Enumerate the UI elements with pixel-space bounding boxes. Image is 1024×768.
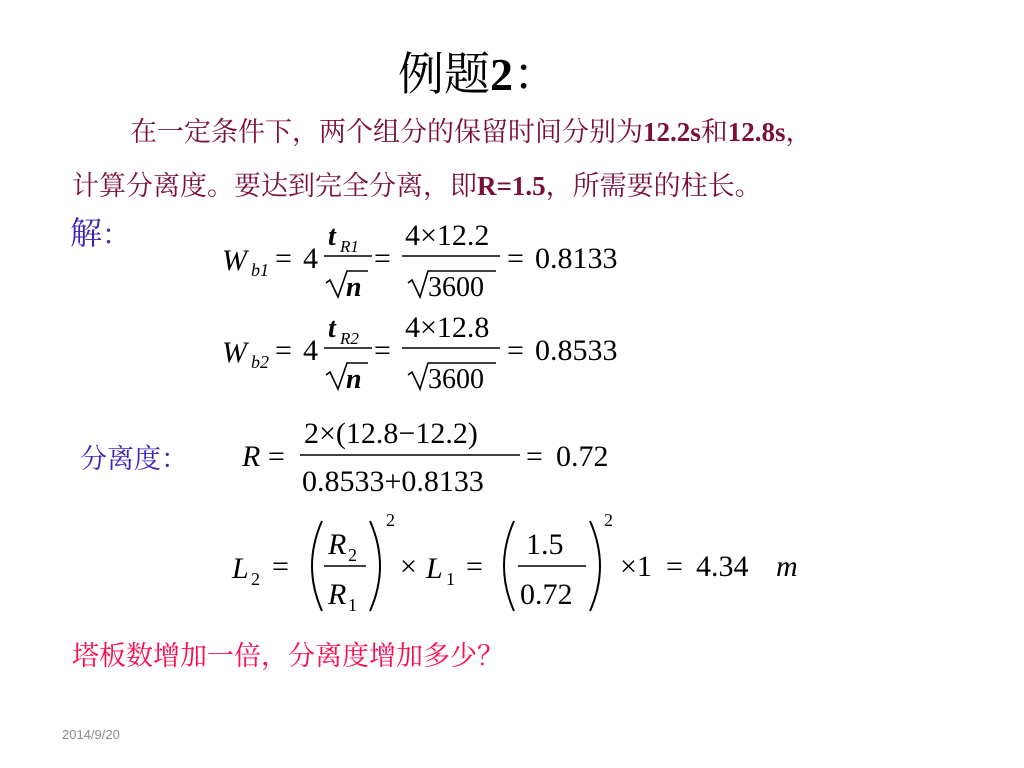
right-paren	[370, 521, 380, 611]
svg-text:4.34: 4.34	[696, 550, 749, 583]
follow-up-question: 塔板数增加一倍，分离度增加多少？	[72, 641, 504, 672]
retention-time-1: 12.2s	[643, 117, 701, 147]
svg-text:=: =	[272, 550, 289, 583]
equation-wb2	[222, 311, 618, 395]
svg-text:L: L	[426, 552, 443, 585]
svg-text:3600: 3600	[428, 272, 484, 303]
svg-text:=: =	[374, 242, 391, 275]
equation-column-length	[231, 510, 798, 615]
svg-text:R: R	[328, 528, 347, 561]
problem-line-2: 计算分离度。要达到完全分离，即R=1.5，所需要的柱长。	[72, 171, 762, 202]
slide-date: 2014/9/20	[62, 727, 120, 742]
svg-text:2: 2	[348, 545, 357, 565]
svg-text:R2: R2	[340, 329, 359, 348]
equation-wb1	[222, 219, 618, 303]
svg-text:R: R	[242, 440, 261, 473]
svg-text:=: =	[268, 440, 285, 473]
left-paren	[504, 521, 514, 611]
svg-text:1.5: 1.5	[526, 528, 564, 561]
title-number: 2	[490, 49, 513, 100]
svg-text:×: ×	[400, 550, 417, 583]
svg-text:W: W	[222, 244, 247, 277]
svg-text:1: 1	[348, 595, 357, 615]
separation-label: 分离度：	[80, 444, 188, 475]
svg-text:0.8533+0.8133: 0.8533+0.8133	[302, 465, 484, 498]
svg-text:4: 4	[303, 242, 318, 275]
problem-line-1: 在一定条件下，两个组分的保留时间分别为12.2s和12.8s，	[130, 117, 813, 148]
svg-text:t: t	[328, 313, 336, 344]
svg-text:=: =	[275, 242, 292, 275]
svg-text:4×12.2: 4×12.2	[405, 219, 490, 252]
equation-resolution	[241, 417, 609, 498]
svg-text:2: 2	[251, 569, 260, 589]
svg-text:=: =	[526, 440, 543, 473]
svg-text:b2: b2	[251, 352, 269, 372]
right-paren	[590, 521, 600, 611]
svg-text:=: =	[507, 334, 524, 367]
svg-text:=: =	[666, 550, 683, 583]
svg-text:L: L	[232, 552, 249, 585]
svg-text:0.8533: 0.8533	[535, 334, 618, 367]
svg-text:R: R	[328, 578, 347, 611]
svg-text:m: m	[776, 550, 798, 583]
svg-text:n: n	[346, 272, 362, 303]
svg-text:3600: 3600	[428, 364, 484, 395]
target-resolution: R=1.5	[477, 171, 546, 201]
svg-text:2×(12.8−12.2): 2×(12.8−12.2)	[304, 417, 478, 450]
svg-text:=: =	[466, 550, 483, 583]
solution-label: 解：	[70, 214, 131, 252]
svg-text:=: =	[275, 334, 292, 367]
svg-text:=: =	[507, 242, 524, 275]
title-colon: ：	[513, 47, 559, 101]
left-paren	[312, 521, 322, 611]
svg-text:2: 2	[386, 510, 395, 530]
svg-text:t: t	[328, 221, 336, 252]
svg-text:0.8133: 0.8133	[535, 242, 618, 275]
retention-time-2: 12.8s	[727, 117, 786, 147]
svg-text:n: n	[346, 364, 362, 395]
svg-text:1: 1	[446, 569, 455, 589]
svg-text:2: 2	[604, 510, 613, 530]
svg-text:0.72: 0.72	[556, 440, 609, 473]
svg-text:R1: R1	[340, 237, 359, 256]
svg-text:4: 4	[303, 334, 318, 367]
svg-text:W: W	[222, 336, 247, 369]
svg-text:0.72: 0.72	[520, 578, 573, 611]
title-text: 例题	[398, 47, 490, 101]
svg-text:4×12.8: 4×12.8	[405, 311, 490, 344]
svg-text:b1: b1	[251, 260, 269, 280]
svg-text:=: =	[374, 334, 391, 367]
svg-text:×1: ×1	[620, 550, 652, 583]
